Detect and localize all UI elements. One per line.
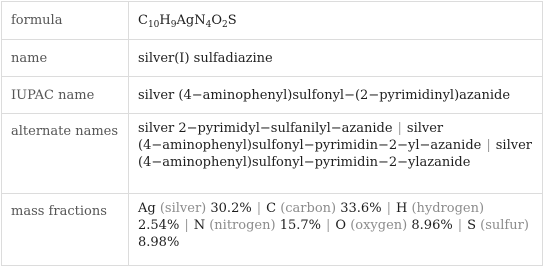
mass-fraction-element: (silver) bbox=[159, 201, 207, 216]
mass-fraction-symbol: S bbox=[467, 218, 476, 233]
mass-fraction-percent: 15.7% bbox=[279, 218, 321, 233]
mass-fraction-symbol: N bbox=[193, 218, 206, 233]
name-value: silver(I) sulfadiazine bbox=[129, 40, 543, 77]
table-row-name bbox=[2, 40, 543, 77]
formula-part: S bbox=[227, 13, 237, 28]
separator: | bbox=[386, 201, 391, 216]
mass-fraction-element: (hydrogen) bbox=[411, 201, 485, 216]
iupac-name-label: IUPAC name bbox=[2, 77, 129, 114]
separator: | bbox=[184, 218, 189, 233]
name-label: name bbox=[2, 40, 129, 77]
formula-part: H bbox=[159, 13, 171, 28]
table-row-mass-fractions bbox=[2, 194, 543, 266]
mass-fraction-element: (sulfur) bbox=[480, 218, 529, 233]
mass-fractions-value bbox=[129, 194, 543, 266]
mass-fraction-element: (oxygen) bbox=[350, 218, 408, 233]
mass-fraction-symbol: C bbox=[266, 201, 277, 216]
separator: | bbox=[397, 121, 402, 136]
alternate-name: silver (4−aminophenyl)sulfonyl−pyrimidin−2−ylazanide bbox=[138, 138, 532, 170]
alternate-names-value bbox=[129, 114, 543, 194]
formula-part: C bbox=[138, 13, 148, 28]
formula-subscript: 4 bbox=[205, 20, 212, 30]
formula-part: AgN bbox=[176, 13, 206, 28]
alternate-name: silver (4−aminophenyl)sulfonyl−pyrimidin−2−yl−azanide bbox=[138, 121, 482, 153]
separator: | bbox=[326, 218, 331, 233]
separator: | bbox=[457, 218, 463, 233]
iupac-name-value: silver (4−aminophenyl)sulfonyl−(2−pyrimidinyl)azanide bbox=[129, 77, 543, 114]
mass-fraction-percent: 8.98% bbox=[138, 235, 180, 250]
formula-subscript: 2 bbox=[221, 20, 228, 30]
table-row-alternate-names bbox=[2, 114, 543, 194]
formula-subscript: 9 bbox=[170, 20, 177, 30]
separator: | bbox=[486, 138, 491, 153]
table-row-formula bbox=[2, 2, 543, 40]
formula-value bbox=[129, 2, 543, 40]
mass-fraction-percent: 33.6% bbox=[340, 201, 382, 216]
mass-fraction-percent: 2.54% bbox=[138, 218, 180, 233]
properties-table bbox=[1, 1, 543, 266]
mass-fraction-symbol: H bbox=[395, 201, 408, 216]
mass-fraction-symbol: Ag bbox=[138, 201, 156, 216]
formula-part: O bbox=[211, 13, 222, 28]
formula-subscript: 10 bbox=[147, 20, 160, 30]
mass-fraction-element: (carbon) bbox=[280, 201, 337, 216]
mass-fraction-symbol: O bbox=[335, 218, 347, 233]
mass-fraction-percent: 8.96% bbox=[411, 218, 453, 233]
mass-fraction-element: (nitrogen) bbox=[209, 218, 276, 233]
alternate-names-label: alternate names bbox=[2, 114, 129, 194]
separator: | bbox=[256, 201, 262, 216]
alternate-name: silver 2−pyrimidyl−sulfanilyl−azanide bbox=[138, 121, 393, 136]
formula-label: formula bbox=[2, 2, 129, 40]
table-row-iupac-name bbox=[2, 77, 543, 114]
mass-fractions-label: mass fractions bbox=[2, 194, 129, 266]
mass-fraction-percent: 30.2% bbox=[210, 201, 252, 216]
